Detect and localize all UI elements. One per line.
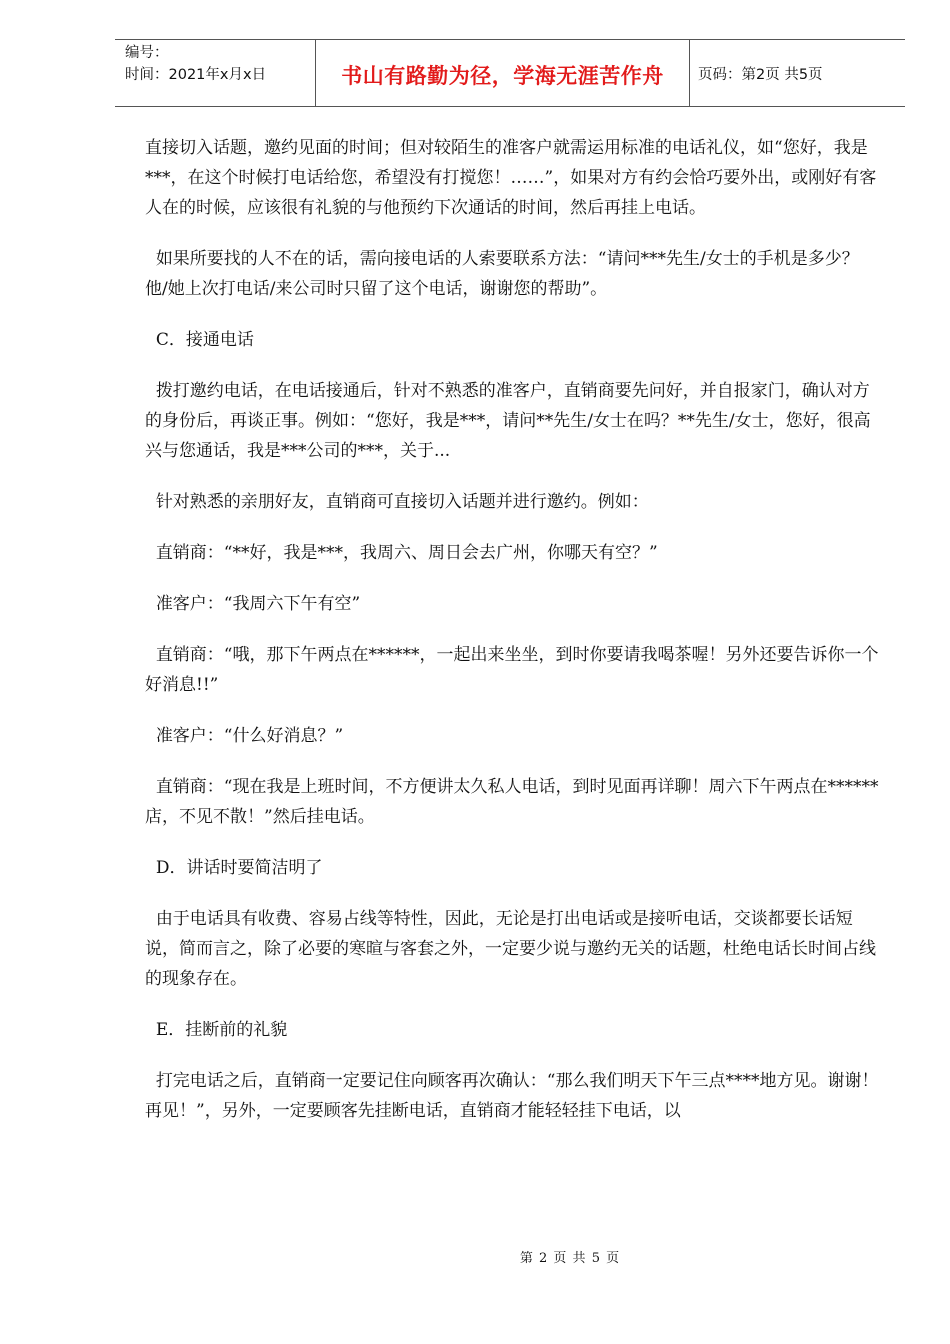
document-body	[145, 133, 880, 1147]
section-heading-e: E．挂断前的礼貌	[145, 1020, 288, 1040]
page-header	[115, 39, 905, 107]
dialogue-line: 直销商：“哦，那下午两点在******，一起出来坐坐，到时你要请我喝茶喔！另外还要告诉你一个好消息!!”	[145, 645, 879, 695]
time-label: 时间：2021年x月x日	[125, 67, 267, 83]
header-page-info: 页码：第2页 共5页	[698, 66, 823, 83]
dialogue-line: 直销商：“现在我是上班时间，不方便讲太久私人电话，到时见面再详聊！周六下午两点在******店，不见不散！”然后挂电话。	[145, 777, 879, 827]
paragraph: 针对熟悉的亲朋好友，直销商可直接切入话题并进行邀约。例如：	[145, 492, 649, 512]
paragraph: 由于电话具有收费、容易占线等特性，因此，无论是打出电话或是接听电话，交谈都要长话短说，简而言之，除了必要的寒暄与客套之外，一定要少说与邀约无关的话题，杜绝电话长时间占线的现象存在。	[145, 909, 876, 989]
paragraph: 如果所要找的人不在的话，需向接电话的人索要联系方法：“请问***先生/女士的手机是多少？他/她上次打电话/来公司时只留了这个电话，谢谢您的帮助”。	[145, 249, 859, 299]
page-footer: 第 2 页 共 5 页	[519, 1251, 621, 1266]
paragraph: 直接切入话题，邀约见面的时间；但对较陌生的准客户就需运用标准的电话礼仪，如“您好，我是***，在这个时候打电话给您，希望没有打搅您！……”，如果对方有约会恰巧要外出，或刚好有客人在的时候，应该很有礼貌的与他预约下次通话的时间，然后再挂上电话。	[145, 138, 877, 218]
header-motto: 书山有路勤为径，学海无涯苦作舟	[316, 40, 690, 106]
section-heading-d: D．讲话时要简洁明了	[145, 858, 323, 878]
paragraph: 拨打邀约电话，在电话接通后，针对不熟悉的准客户，直销商要先问好，并自报家门，确认对方的身份后，再谈正事。例如：“您好，我是***，请问**先生/女士在吗？**先生/女士，您好，很高兴与您通话，我是***公司的***，关于...	[145, 381, 871, 461]
header-meta	[115, 40, 316, 106]
dialogue-line: 直销商：“**好，我是***，我周六、周日会去广州，你哪天有空？”	[145, 543, 658, 563]
number-label: 编号：	[125, 45, 169, 61]
paragraph: 打完电话之后，直销商一定要记住向顾客再次确认：“那么我们明天下午三点****地方见。谢谢！再见！”，另外，一定要顾客先挂断电话，直销商才能轻轻挂下电话，以	[145, 1071, 879, 1121]
dialogue-line: 准客户：“什么好消息？”	[145, 726, 344, 746]
section-heading-c: C．接通电话	[145, 330, 254, 350]
dialogue-line: 准客户：“我周六下午有空”	[145, 594, 361, 614]
